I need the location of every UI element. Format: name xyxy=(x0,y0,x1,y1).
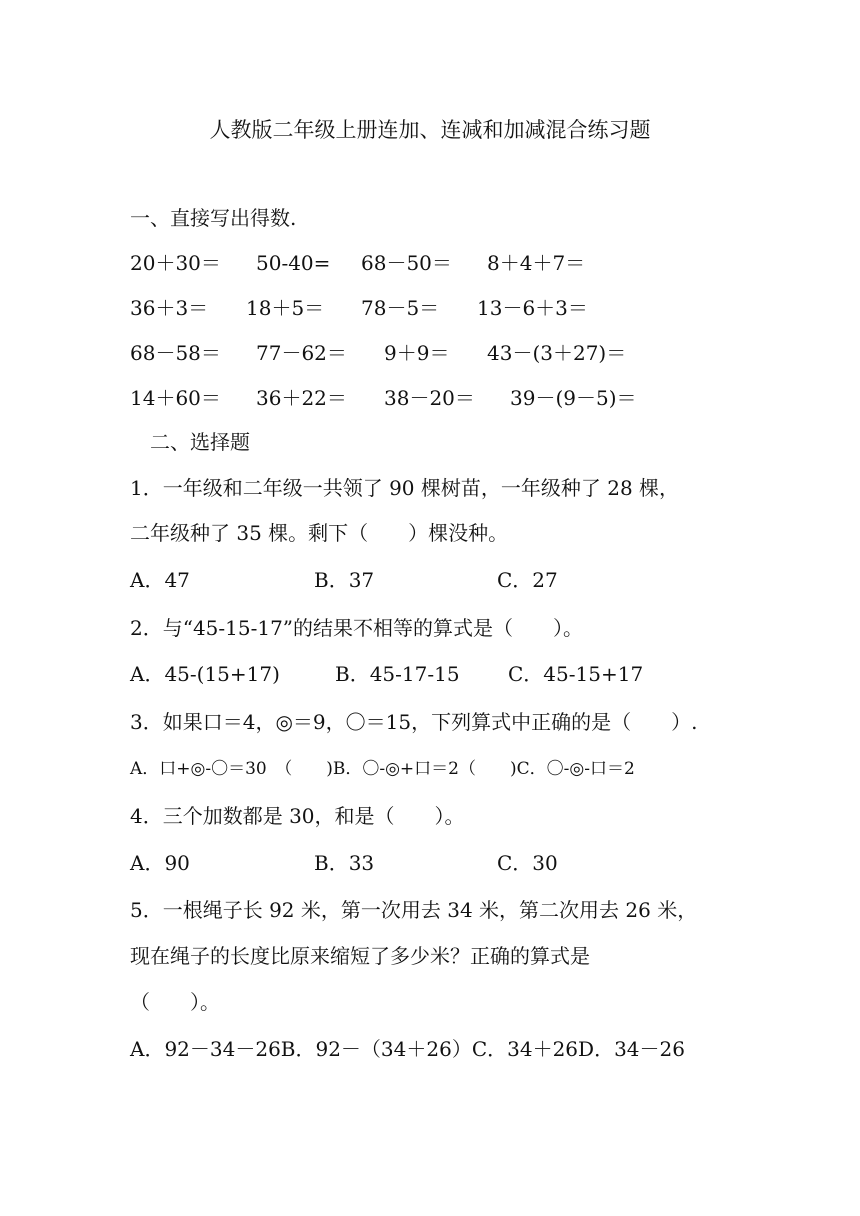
question-3-text: 3．如果口＝4，◎＝9，〇＝15，下列算式中正确的是（ ）. xyxy=(130,710,698,734)
option-b: B．33 xyxy=(314,851,375,875)
page-title: 人教版二年级上册连加、连减和加减混合练习题 xyxy=(209,118,651,142)
arithmetic-item: 78－5＝ xyxy=(361,296,440,320)
question-5-text: 5．一根绳子长 92 米，第一次用去 34 米，第二次用去 26 米， xyxy=(130,898,698,922)
section1-heading: 一、直接写出得数. xyxy=(130,206,297,230)
question-5-blank: （ ）。 xyxy=(130,990,220,1014)
option-b: B．45-17-15 xyxy=(335,662,460,686)
arithmetic-item: 77－62＝ xyxy=(256,341,347,365)
arithmetic-item: 68－50＝ xyxy=(361,251,452,275)
question-1-text-cont: 二年级种了 35 棵。剩下（ ）棵没种。 xyxy=(130,521,509,545)
arithmetic-item: 8＋4＋7＝ xyxy=(487,251,586,275)
option-a: A．45-(15+17) xyxy=(130,662,280,686)
arithmetic-item: 68－58＝ xyxy=(130,341,221,365)
question-5-text-cont: 现在绳子的长度比原来缩短了多少米？正确的算式是 xyxy=(130,944,590,968)
arithmetic-item: 13－6＋3＝ xyxy=(477,296,588,320)
arithmetic-item: 18＋5＝ xyxy=(246,296,325,320)
option-c: C．30 xyxy=(497,851,558,875)
arithmetic-item: 36＋3＝ xyxy=(130,296,209,320)
option-a: A．47 xyxy=(130,568,190,592)
arithmetic-item: 9＋9＝ xyxy=(384,341,450,365)
question-1-text: 1．一年级和二年级一共领了 90 棵树苗，一年级种了 28 棵， xyxy=(130,476,680,500)
arithmetic-item: 36＋22＝ xyxy=(256,386,347,410)
option-c: C．45-15+17 xyxy=(508,662,644,686)
option-c: C．27 xyxy=(497,568,558,592)
arithmetic-item: 38－20＝ xyxy=(384,386,475,410)
option-b: B．37 xyxy=(314,568,375,592)
question-3-options: A．口+◎-〇＝30 （ )B．〇-◎+口＝2（ )C．〇-◎-口＝2 xyxy=(130,759,635,779)
question-2-text: 2．与“45-15-17”的结果不相等的算式是（ ）。 xyxy=(130,616,584,640)
arithmetic-item: 14＋60＝ xyxy=(130,386,221,410)
option-a: A．90 xyxy=(130,851,190,875)
arithmetic-item: 20＋30＝ xyxy=(130,251,221,275)
arithmetic-item: 43－(3＋27)＝ xyxy=(487,341,627,365)
question-4-text: 4．三个加数都是 30，和是（ ）。 xyxy=(130,804,465,828)
section2-heading: 二、选择题 xyxy=(150,430,250,454)
arithmetic-item: 50-40= xyxy=(256,251,331,275)
question-5-options: A．92－34－26B．92－（34＋26）C．34＋26D．34－26 xyxy=(130,1037,685,1061)
arithmetic-item: 39－(9－5)＝ xyxy=(510,386,637,410)
